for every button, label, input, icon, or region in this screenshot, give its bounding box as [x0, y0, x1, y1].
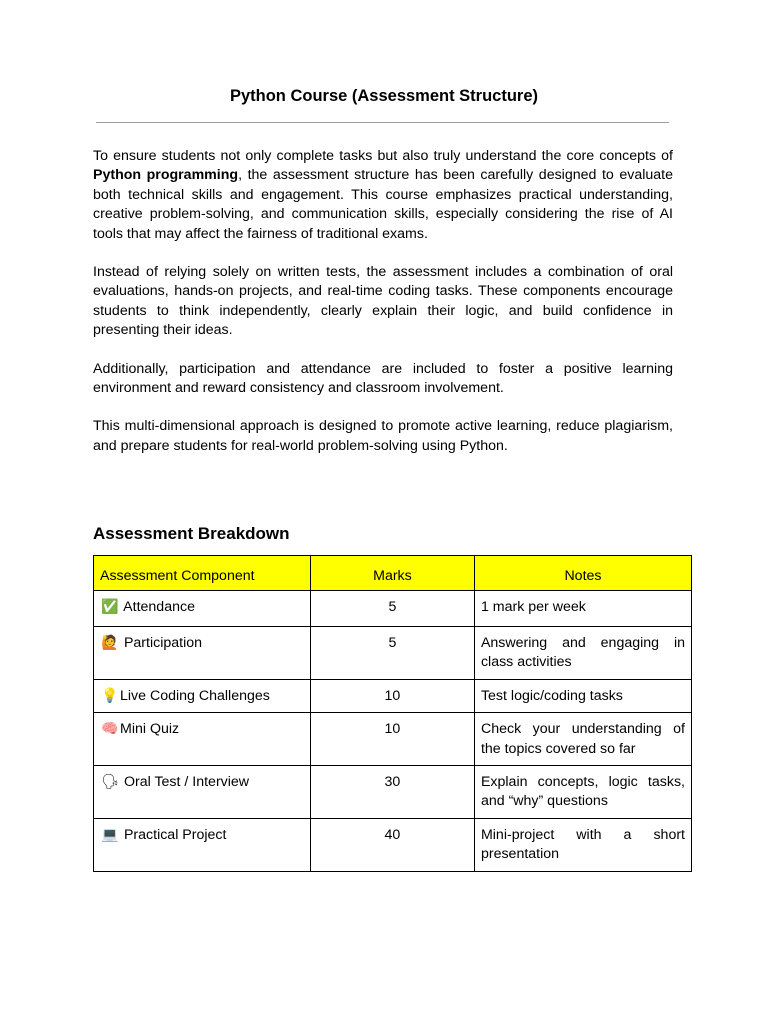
notes-cell: Explain concepts, logic tasks, and “why” questions [474, 766, 691, 819]
marks-cell: 5 [310, 627, 474, 680]
table-row [94, 766, 692, 819]
table-row [94, 818, 692, 871]
paragraph-4: This multi-dimensional approach is designed to promote active learning, reduce plagiarism, and prepare students for real-world problem-solving using Python. [93, 418, 673, 454]
marks-cell: 5 [310, 591, 474, 627]
table-row [94, 679, 692, 712]
notes-cell: Check your understanding of the topics covered so far [474, 713, 691, 766]
header-component: Assessment Component [94, 556, 311, 591]
paragraph-3: Additionally, participation and attendance are included to foster a positive learning environment and reward consistency and classroom involvement. [93, 360, 673, 397]
laptop-icon: 💻 [101, 826, 119, 843]
notes-cell: 1 mark per week [474, 591, 691, 627]
component-cell: ✅ Attendance [94, 591, 311, 627]
header-notes: Notes [474, 556, 691, 591]
raising-hand-icon: 🙋 [101, 635, 119, 651]
document-title: Python Course (Assessment Structure) [229, 87, 539, 105]
section-heading: Assessment Breakdown [93, 524, 290, 543]
marks-cell: 10 [310, 713, 474, 766]
marks-cell: 30 [310, 766, 474, 819]
table-row [94, 713, 692, 766]
notes-cell: Test logic/coding tasks [474, 679, 691, 712]
intro-text [93, 147, 673, 475]
table-row [94, 591, 692, 627]
marks-cell: 40 [310, 818, 474, 871]
brain-icon: 🧠 [101, 721, 119, 738]
title-divider [96, 122, 669, 123]
component-cell: 🗣 Oral Test / Interview [94, 766, 311, 819]
table-header-row [94, 556, 692, 591]
speaking-head-icon: 🗣 [101, 774, 119, 791]
component-cell: 🧠Mini Quiz [94, 713, 311, 766]
component-cell: 💡Live Coding Challenges [94, 679, 311, 712]
notes-cell: Answering and engaging in class activities [474, 627, 691, 680]
paragraph-1: To ensure students not only complete tasks but also truly understand the core concepts of Python programming, the assessment structure has been carefully designed to evaluate both technical skills and engagement. This course emphasizes practical understanding, creative problem-solving, and communication skills, especially considering the rise of AI tools that may affect the fairness of traditional exams. [93, 148, 673, 242]
paragraph-2: Instead of relying solely on written tests, the assessment includes a combination of oral evaluations, hands-on projects, and real-time coding tasks. These components encourage students to think independently, clearly explain their logic, and build confidence in presenting their ideas. [93, 264, 673, 339]
light-bulb-icon: 💡 [101, 687, 119, 704]
marks-cell: 10 [310, 679, 474, 712]
check-mark-icon: ✅ [101, 599, 119, 615]
assessment-table [93, 555, 692, 872]
component-cell: 🙋 Participation [94, 627, 311, 680]
notes-cell: Mini-project with a short presentation [474, 818, 691, 871]
table-row [94, 627, 692, 680]
header-marks: Marks [310, 556, 474, 591]
component-cell: 💻 Practical Project [94, 818, 311, 871]
bold-term: Python programming [93, 167, 239, 184]
